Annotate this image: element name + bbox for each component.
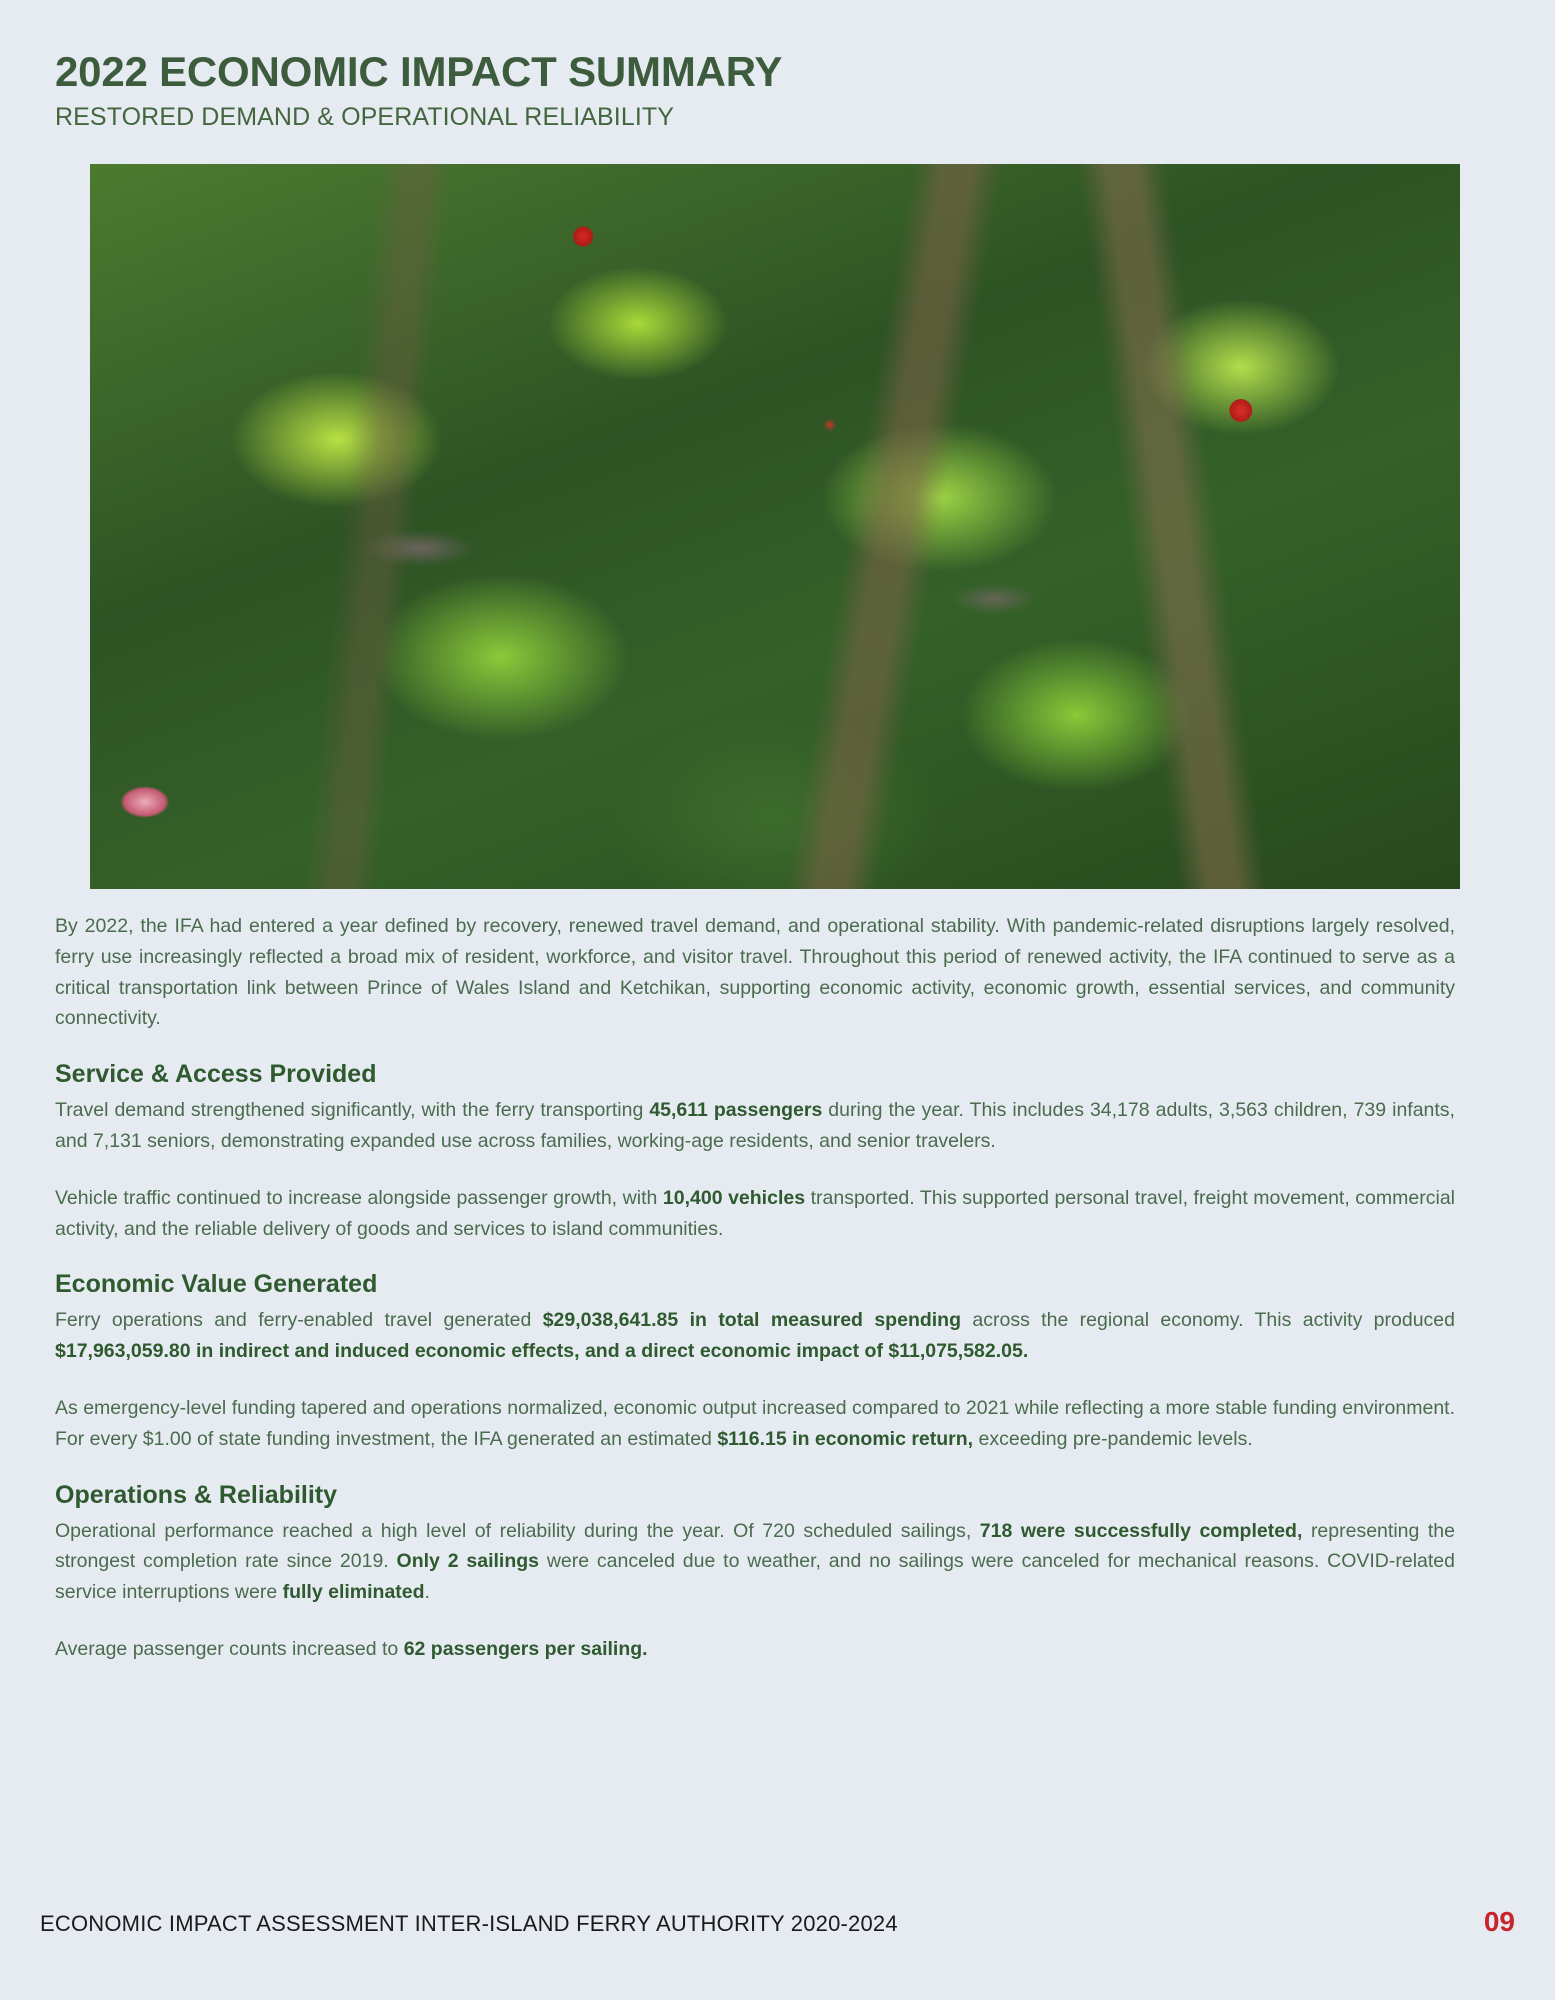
section-paragraph (55, 1095, 1455, 1157)
paragraph-text: Travel demand strengthened significantly, with the ferry transporting (55, 1099, 650, 1122)
paragraph-text: transported. This supported personal travel, freight movement, commercial activity, and the reliable delivery of goods and services to island communities. (55, 1186, 1455, 1240)
highlighted-figure: 45,611 passengers (649, 1099, 823, 1122)
paragraph-text: Ferry operations and ferry-enabled travel generated (55, 1309, 543, 1332)
document-body (55, 911, 1455, 1665)
intro-paragraph: By 2022, the IFA had entered a year defined by recovery, renewed travel demand, and operational stability. With pandemic-related disruptions largely resolved, ferry use increasingly reflected a broad mix of resident, workforce, and visitor travel. Throughout this period of renewed activity, the IFA continued to serve as a critical transportation link between Prince of Wales Island and Ketchikan, supporting economic activity, economic growth, essential services, and community connectivity. (55, 915, 1455, 1030)
section-paragraph (55, 1305, 1455, 1367)
page-footer (40, 1906, 1515, 1938)
paragraph-text: across the regional economy. This activity produced (961, 1309, 1455, 1332)
section-heading: Economic Value Generated (55, 1270, 378, 1299)
page-header (0, 0, 1555, 132)
paragraph-text: during the year. This includes 34,178 adults, 3,563 children, 739 infants, and 7,131 seniors, demonstrating expanded use across families, working-age residents, and senior travelers. (55, 1099, 1455, 1153)
highlighted-figure: 10,400 vehicles (662, 1186, 806, 1209)
footer-title: ECONOMIC IMPACT ASSESSMENT INTER-ISLAND FERRY AUTHORITY 2020-2024 (40, 1911, 898, 1936)
paragraph-text: As emergency-level funding tapered and operations normalized, economic output increased compared to 2021 while reflecting a more stable funding environment. For every $1.00 of state funding investment, the IFA generated an estimated (55, 1397, 1455, 1450)
sections-container (55, 1060, 1455, 1665)
paragraph-text: were canceled due to weather, and no sailings were canceled for mechanical reasons. COVID-related service interruptions were (55, 1550, 1455, 1604)
section-heading: Operations & Reliability (55, 1480, 338, 1509)
paragraph-text: Operational performance reached a high level of reliability during the year. Of 720 scheduled sailings, (55, 1519, 980, 1542)
highlighted-figure: $17,963,059.80 in indirect and induced economic effects, and a direct economic impact of $11,075,582.05. (55, 1340, 1029, 1363)
section-heading: Service & Access Provided (55, 1060, 377, 1089)
highlighted-figure: $116.15 in economic return, (717, 1427, 974, 1450)
paragraph-text: exceeding pre-pandemic levels. (973, 1427, 1253, 1450)
section-paragraph (55, 1516, 1455, 1608)
paragraph-text: Average passenger counts increased to (55, 1637, 404, 1660)
highlighted-figure: $29,038,641.85 in total measured spending (542, 1309, 962, 1332)
paragraph-text: Vehicle traffic continued to increase alongside passenger growth, with (55, 1186, 663, 1209)
highlighted-figure: fully eliminated (282, 1581, 425, 1604)
page-title: 2022 ECONOMIC IMPACT SUMMARY (55, 48, 783, 95)
highlighted-figure: 62 passengers per sailing. (403, 1637, 648, 1660)
page-subtitle: RESTORED DEMAND & OPERATIONAL RELIABILITY (55, 103, 675, 132)
section-paragraph (55, 1393, 1455, 1455)
highlighted-figure: Only 2 sailings (396, 1550, 539, 1573)
paragraph-text: representing the strongest completion rate since 2019. (55, 1519, 1455, 1573)
paragraph-text: . (424, 1581, 430, 1604)
section-paragraph (55, 1634, 1455, 1665)
section-paragraph (55, 1183, 1455, 1245)
hero-image-container (90, 164, 1460, 889)
page-number: 09 (1483, 1906, 1515, 1937)
foliage-photo (90, 164, 1460, 889)
highlighted-figure: 718 were successfully completed, (979, 1519, 1303, 1542)
